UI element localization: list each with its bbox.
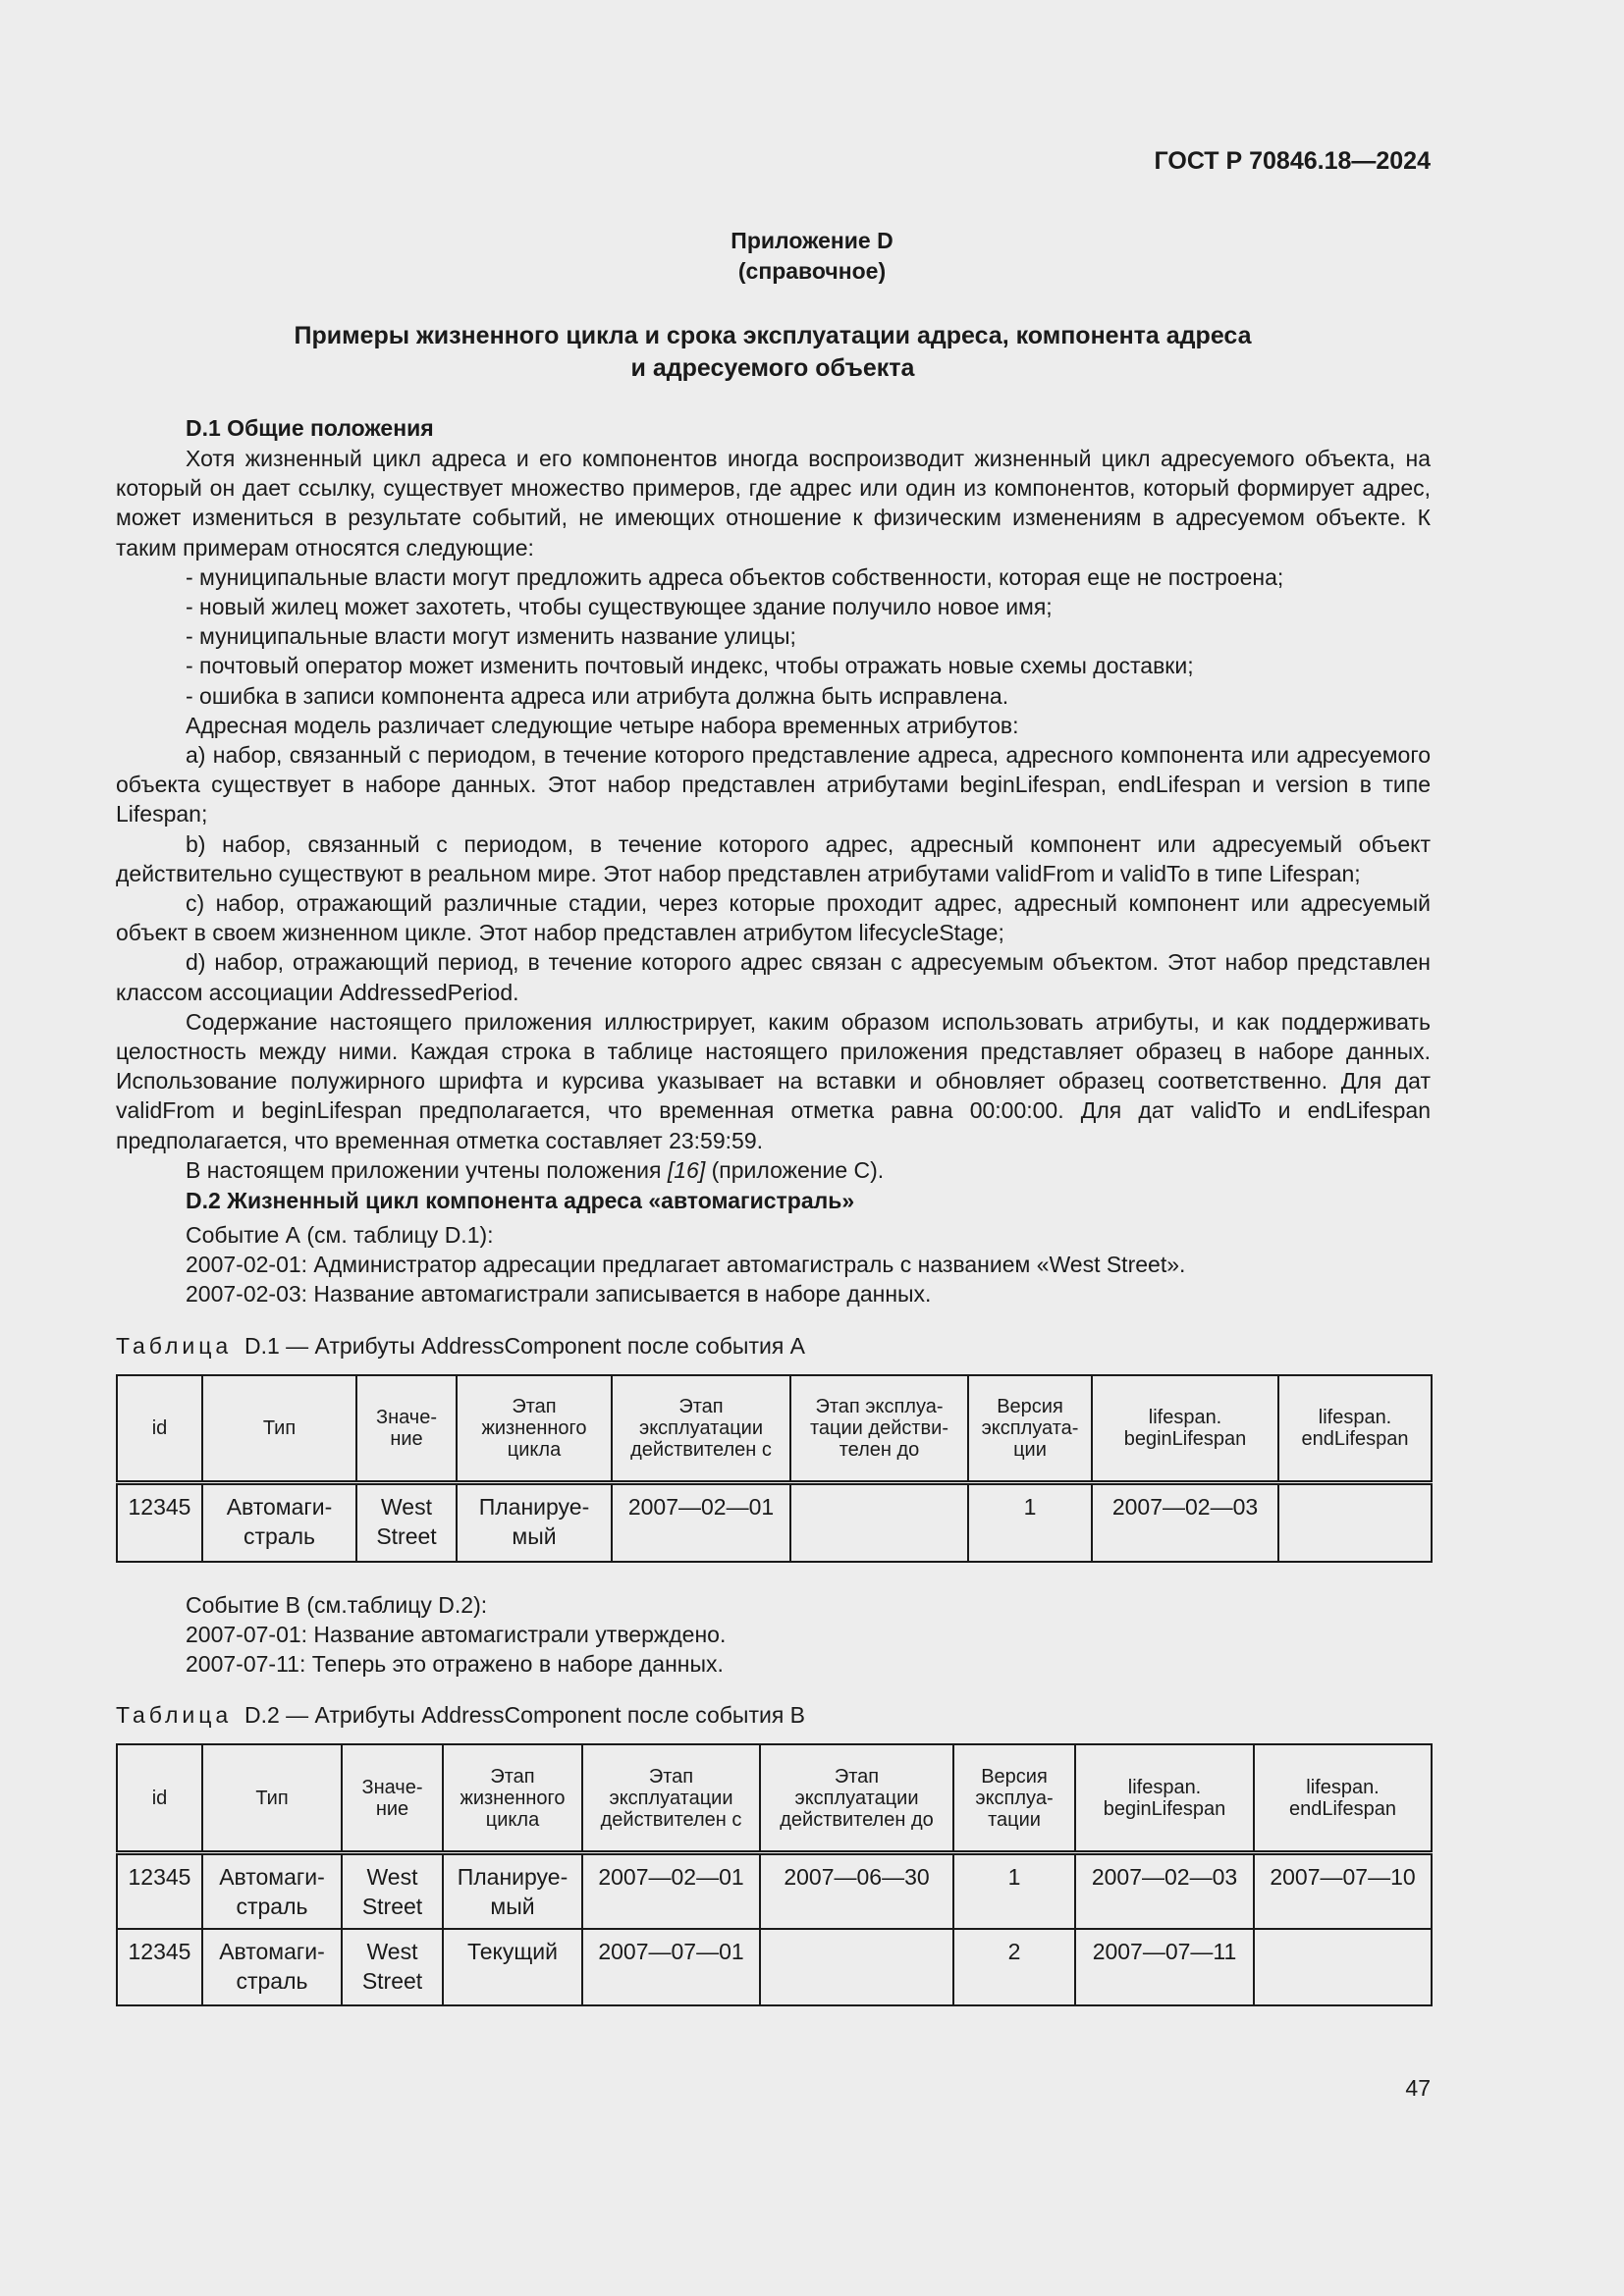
table-1-caption: [116, 1331, 1431, 1361]
appendix-heading: [0, 226, 1624, 287]
table-2-header-row: [117, 1744, 1432, 1852]
reference-paragraph: [116, 1155, 1431, 1185]
table-cell: Автомаги- страль: [202, 1483, 356, 1562]
table-1-caption-text: D.1 — Атрибуты AddressComponent после события А: [244, 1332, 806, 1359]
table-cell: 2007—07—11: [1075, 1929, 1254, 2005]
table-row: [117, 1483, 1432, 1562]
event-a-line: 2007-02-03: Название автомагистрали записывается в наборе данных.: [186, 1281, 932, 1308]
event-a-line: 2007-02-01: Администратор адресации предлагает автомагистраль с названием «West Street».: [186, 1252, 1186, 1278]
section-1-heading: D.1 Общие положения: [186, 415, 434, 441]
table-row: [117, 1929, 1432, 2005]
table-cell: 2007—06—30: [760, 1852, 953, 1929]
column-header: Этап жизненного цикла: [457, 1375, 612, 1483]
reference-suffix: (приложение С).: [705, 1156, 885, 1183]
column-header: Этап эксплуатации действителен с: [612, 1375, 790, 1483]
column-header: id: [117, 1375, 202, 1483]
table-cell: 2007—07—01: [582, 1929, 760, 2005]
model-intro: Адресная модель различает следующие четыре набора временных атрибутов:: [186, 712, 1019, 738]
table-1: [116, 1374, 1433, 1563]
reference-text: В настоящем приложении учтены положения: [186, 1156, 668, 1183]
column-header: Этап эксплуатации действителен с: [582, 1744, 760, 1852]
example-item: - муниципальные власти могут изменить название улицы;: [186, 623, 796, 650]
table-cell: [790, 1483, 968, 1562]
example-item: - ошибка в записи компонента адреса или атрибута должна быть исправлена.: [186, 682, 1009, 709]
event-b-line: 2007-07-01: Название автомагистрали утверждено.: [186, 1621, 727, 1647]
table-cell: West Street: [342, 1929, 443, 2005]
table-2-caption-word: Таблица: [116, 1702, 233, 1729]
column-header: lifespan. beginLifespan: [1075, 1744, 1254, 1852]
table-cell: West Street: [356, 1483, 457, 1562]
table-2-caption-text: D.2 — Атрибуты AddressComponent после события В: [244, 1702, 806, 1729]
table-cell: 12345: [117, 1483, 202, 1562]
table-2-caption: [116, 1700, 1431, 1730]
column-header: lifespan. beginLifespan: [1092, 1375, 1278, 1483]
table-cell: West Street: [342, 1852, 443, 1929]
table-cell: 2007—02—03: [1092, 1483, 1278, 1562]
column-header: id: [117, 1744, 202, 1852]
column-header: lifespan. endLifespan: [1254, 1744, 1432, 1852]
attribute-set-d: d) набор, отражающий период, в течение которого адрес связан с адресуемым объектом. Этот набор представлен классом ассоциации AddressedPeriod.: [116, 949, 1431, 1005]
column-header: Тип: [202, 1744, 342, 1852]
column-header: Тип: [202, 1375, 356, 1483]
table-cell: Планируе- мый: [443, 1852, 582, 1929]
table-cell: 12345: [117, 1852, 202, 1929]
table-cell: 1: [968, 1483, 1092, 1562]
appendix-kind: (справочное): [737, 258, 887, 284]
table-cell: Текущий: [443, 1929, 582, 2005]
appendix-title-line-1: Примеры жизненного цикла и срока эксплуатации адреса, компонента адреса: [294, 322, 1252, 349]
example-item: - почтовый оператор может изменить почтовый индекс, чтобы отражать новые схемы доставки;: [186, 653, 1194, 679]
column-header: Этап эксплуатации действителен до: [760, 1744, 953, 1852]
column-header: Этап жизненного цикла: [443, 1744, 582, 1852]
event-a-block: [116, 1220, 1431, 1309]
table-cell: Автомаги- страль: [202, 1852, 342, 1929]
table-cell: [1278, 1483, 1432, 1562]
table-2: [116, 1743, 1433, 2006]
table-cell: 2007—02—01: [612, 1483, 790, 1562]
column-header: Значе- ние: [342, 1744, 443, 1852]
table-cell: Автомаги- страль: [202, 1929, 342, 2005]
table-cell: 2007—02—03: [1075, 1852, 1254, 1929]
table-cell: 2007—02—01: [582, 1852, 760, 1929]
reference-citation: [16]: [667, 1156, 706, 1183]
event-b-line: 2007-07-11: Теперь это отражено в наборе данных.: [186, 1651, 724, 1678]
document-code: ГОСТ Р 70846.18—2024: [1154, 147, 1431, 175]
table-cell: 2: [953, 1929, 1075, 2005]
section-1-intro: Хотя жизненный цикл адреса и его компонентов иногда воспроизводит жизненный цикл адресуемого объекта, на который он дает ссылку, существует множество примеров, где адрес или один из компонентов, который формирует адрес, может измениться в результате событий, не имеющих отношение к физическим изменениям в адресуемом объекте. К таким примерам относятся следующие:: [116, 446, 1431, 561]
appendix-title-line-2: и адресуемого объекта: [630, 354, 915, 382]
column-header: Версия эксплуа- тации: [953, 1744, 1075, 1852]
column-header: Значе- ние: [356, 1375, 457, 1483]
table-cell: 2007—07—10: [1254, 1852, 1432, 1929]
event-b-block: [116, 1590, 1431, 1680]
column-header: Этап эксплуа- тации действи- телен до: [790, 1375, 968, 1483]
table-row: [117, 1852, 1432, 1929]
column-header: lifespan. endLifespan: [1278, 1375, 1432, 1483]
table-cell: Планируе- мый: [457, 1483, 612, 1562]
appendix-title: [0, 320, 1545, 385]
attribute-set-c: c) набор, отражающий различные стадии, через которые проходит адрес, адресный компонент или адресуемый объект в своем жизненном цикле. Этот набор представлен атрибутом lifecycleStage;: [116, 890, 1431, 946]
section-2-heading: D.2 Жизненный цикл компонента адреса «автомагистраль»: [186, 1188, 855, 1214]
event-a-line: Событие А (см. таблицу D.1):: [186, 1222, 494, 1249]
table-cell: 12345: [117, 1929, 202, 2005]
appendix-label: Приложение D: [731, 228, 893, 253]
example-item: - муниципальные власти могут предложить адреса объектов собственности, которая еще не построена;: [186, 563, 1284, 590]
event-b-line: Событие В (см.таблицу D.2):: [186, 1591, 488, 1618]
content-paragraph: Содержание настоящего приложения иллюстрирует, каким образом использовать атрибуты, и как поддерживать целостность между ними. Каждая строка в таблице настоящего приложения представляет образец в наборе данных. Использование полужирного шрифта и курсива указывает на вставки и обновляет образец соответственно. Для дат validFrom и beginLifespan предполагается, что временная отметка равна 00:00:00. Для дат validTo и endLifespan предполагается, что временная отметка составляет 23:59:59.: [116, 1008, 1431, 1153]
examples-list: [116, 562, 1431, 711]
attribute-set-b: b) набор, связанный с периодом, в течение которого адрес, адресный компонент или адресуемый объект действительно существуют в реальном мире. Этот набор представлен атрибутами validFrom и validTo в типе Lifespan;: [116, 830, 1431, 886]
table-cell: [1254, 1929, 1432, 2005]
table-1-header-row: [117, 1375, 1432, 1483]
main-content: [116, 412, 1431, 2006]
table-cell: 1: [953, 1852, 1075, 1929]
page-number: 47: [1405, 2075, 1431, 2101]
table-1-caption-word: Таблица: [116, 1332, 233, 1359]
column-header: Версия эксплуата- ции: [968, 1375, 1092, 1483]
example-item: - новый жилец может захотеть, чтобы существующее здание получило новое имя;: [186, 594, 1053, 620]
attribute-set-a: а) набор, связанный с периодом, в течение которого представление адреса, адресного компонента или адресуемого объекта существует в наборе данных. Этот набор представлен атрибутами beginLifespan, endLifespan и version в типе Lifespan;: [116, 742, 1431, 828]
table-cell: [760, 1929, 953, 2005]
